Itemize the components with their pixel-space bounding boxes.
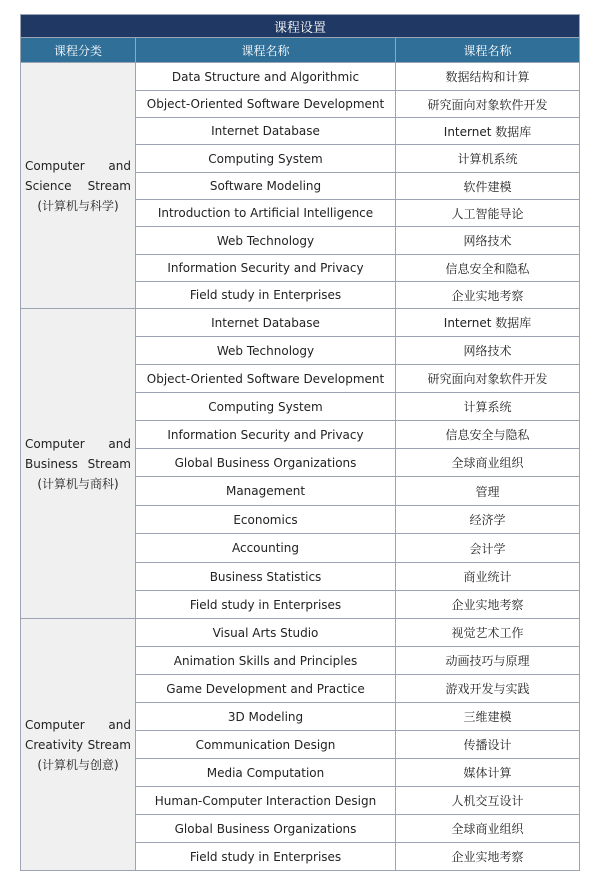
header-course-cn: 课程名称 [396,38,580,63]
stream-name-en-line2: Creativity Stream [25,737,131,752]
course-name-en: Field study in Enterprises [136,843,396,871]
course-name-cn: Internet 数据库 [396,309,580,337]
course-name-en: Media Computation [136,759,396,787]
header-category: 课程分类 [21,38,136,63]
course-name-cn: 数据结构和计算 [396,63,580,91]
course-name-cn: 网络技术 [396,337,580,365]
course-name-cn: 管理 [396,477,580,506]
course-name-en: Internet Database [136,118,396,145]
course-name-en: Animation Skills and Principles [136,647,396,675]
course-name-en: Computing System [136,145,396,173]
course-name-en: 3D Modeling [136,703,396,731]
course-name-en: Visual Arts Studio [136,619,396,647]
course-name-cn: 网络技术 [396,227,580,255]
course-name-en: Global Business Organizations [136,449,396,477]
stream-name-cn: (计算机与科学) [37,198,119,213]
course-name-en: Game Development and Practice [136,675,396,703]
course-name-cn: Internet 数据库 [396,118,580,145]
course-name-cn: 三维建模 [396,703,580,731]
course-name-cn: 全球商业组织 [396,815,580,843]
course-name-en: Web Technology [136,337,396,365]
course-table [20,14,580,871]
stream-name-en-line1: Computer and [25,717,131,732]
stream-name-en-line2: Science Stream [25,178,131,193]
stream-name-cn: (计算机与商科) [37,476,119,491]
stream-cell [21,309,136,619]
stream-name-en-line2: Business Stream [25,456,131,471]
course-name-cn: 信息安全与隐私 [396,421,580,449]
header-course-en: 课程名称 [136,38,396,63]
course-name-en: Object-Oriented Software Development [136,91,396,118]
course-name-cn: 计算系统 [396,393,580,421]
course-name-cn: 计算机系统 [396,145,580,173]
course-name-cn: 全球商业组织 [396,449,580,477]
course-name-en: Communication Design [136,731,396,759]
course-name-cn: 会计学 [396,534,580,563]
course-name-en: Software Modeling [136,173,396,200]
course-name-en: Introduction to Artificial Intelligence [136,200,396,227]
table-body [21,63,580,871]
course-name-en: Data Structure and Algorithmic [136,63,396,91]
course-name-en: Economics [136,506,396,534]
course-name-cn: 研究面向对象软件开发 [396,91,580,118]
course-name-en: Business Statistics [136,563,396,591]
stream-name-en-line1: Computer and [25,436,131,451]
course-name-cn: 企业实地考察 [396,282,580,309]
course-name-en: Global Business Organizations [136,815,396,843]
header-row [21,38,580,63]
course-name-cn: 信息安全和隐私 [396,255,580,282]
course-name-en: Information Security and Privacy [136,255,396,282]
course-name-cn: 软件建模 [396,173,580,200]
course-name-en: Web Technology [136,227,396,255]
stream-cell [21,619,136,871]
course-name-en: Internet Database [136,309,396,337]
course-name-en: Information Security and Privacy [136,421,396,449]
course-name-cn: 经济学 [396,506,580,534]
course-name-cn: 企业实地考察 [396,591,580,619]
course-name-en: Computing System [136,393,396,421]
course-name-en: Field study in Enterprises [136,591,396,619]
course-name-cn: 游戏开发与实践 [396,675,580,703]
table-row [21,619,580,647]
course-name-cn: 研究面向对象软件开发 [396,365,580,393]
course-name-cn: 视觉艺术工作 [396,619,580,647]
course-name-en: Management [136,477,396,506]
course-name-cn: 企业实地考察 [396,843,580,871]
stream-cell [21,63,136,309]
course-name-cn: 商业统计 [396,563,580,591]
course-name-cn: 人机交互设计 [396,787,580,815]
course-name-en: Object-Oriented Software Development [136,365,396,393]
table-title: 课程设置 [21,15,580,38]
course-name-cn: 传播设计 [396,731,580,759]
course-name-cn: 媒体计算 [396,759,580,787]
course-name-en: Accounting [136,534,396,563]
title-row [21,15,580,38]
stream-name-cn: (计算机与创意) [37,757,119,772]
course-name-cn: 动画技巧与原理 [396,647,580,675]
table-row [21,309,580,337]
table-row [21,63,580,91]
stream-name-en-line1: Computer and [25,158,131,173]
course-name-en: Human-Computer Interaction Design [136,787,396,815]
course-name-en: Field study in Enterprises [136,282,396,309]
course-name-cn: 人工智能导论 [396,200,580,227]
